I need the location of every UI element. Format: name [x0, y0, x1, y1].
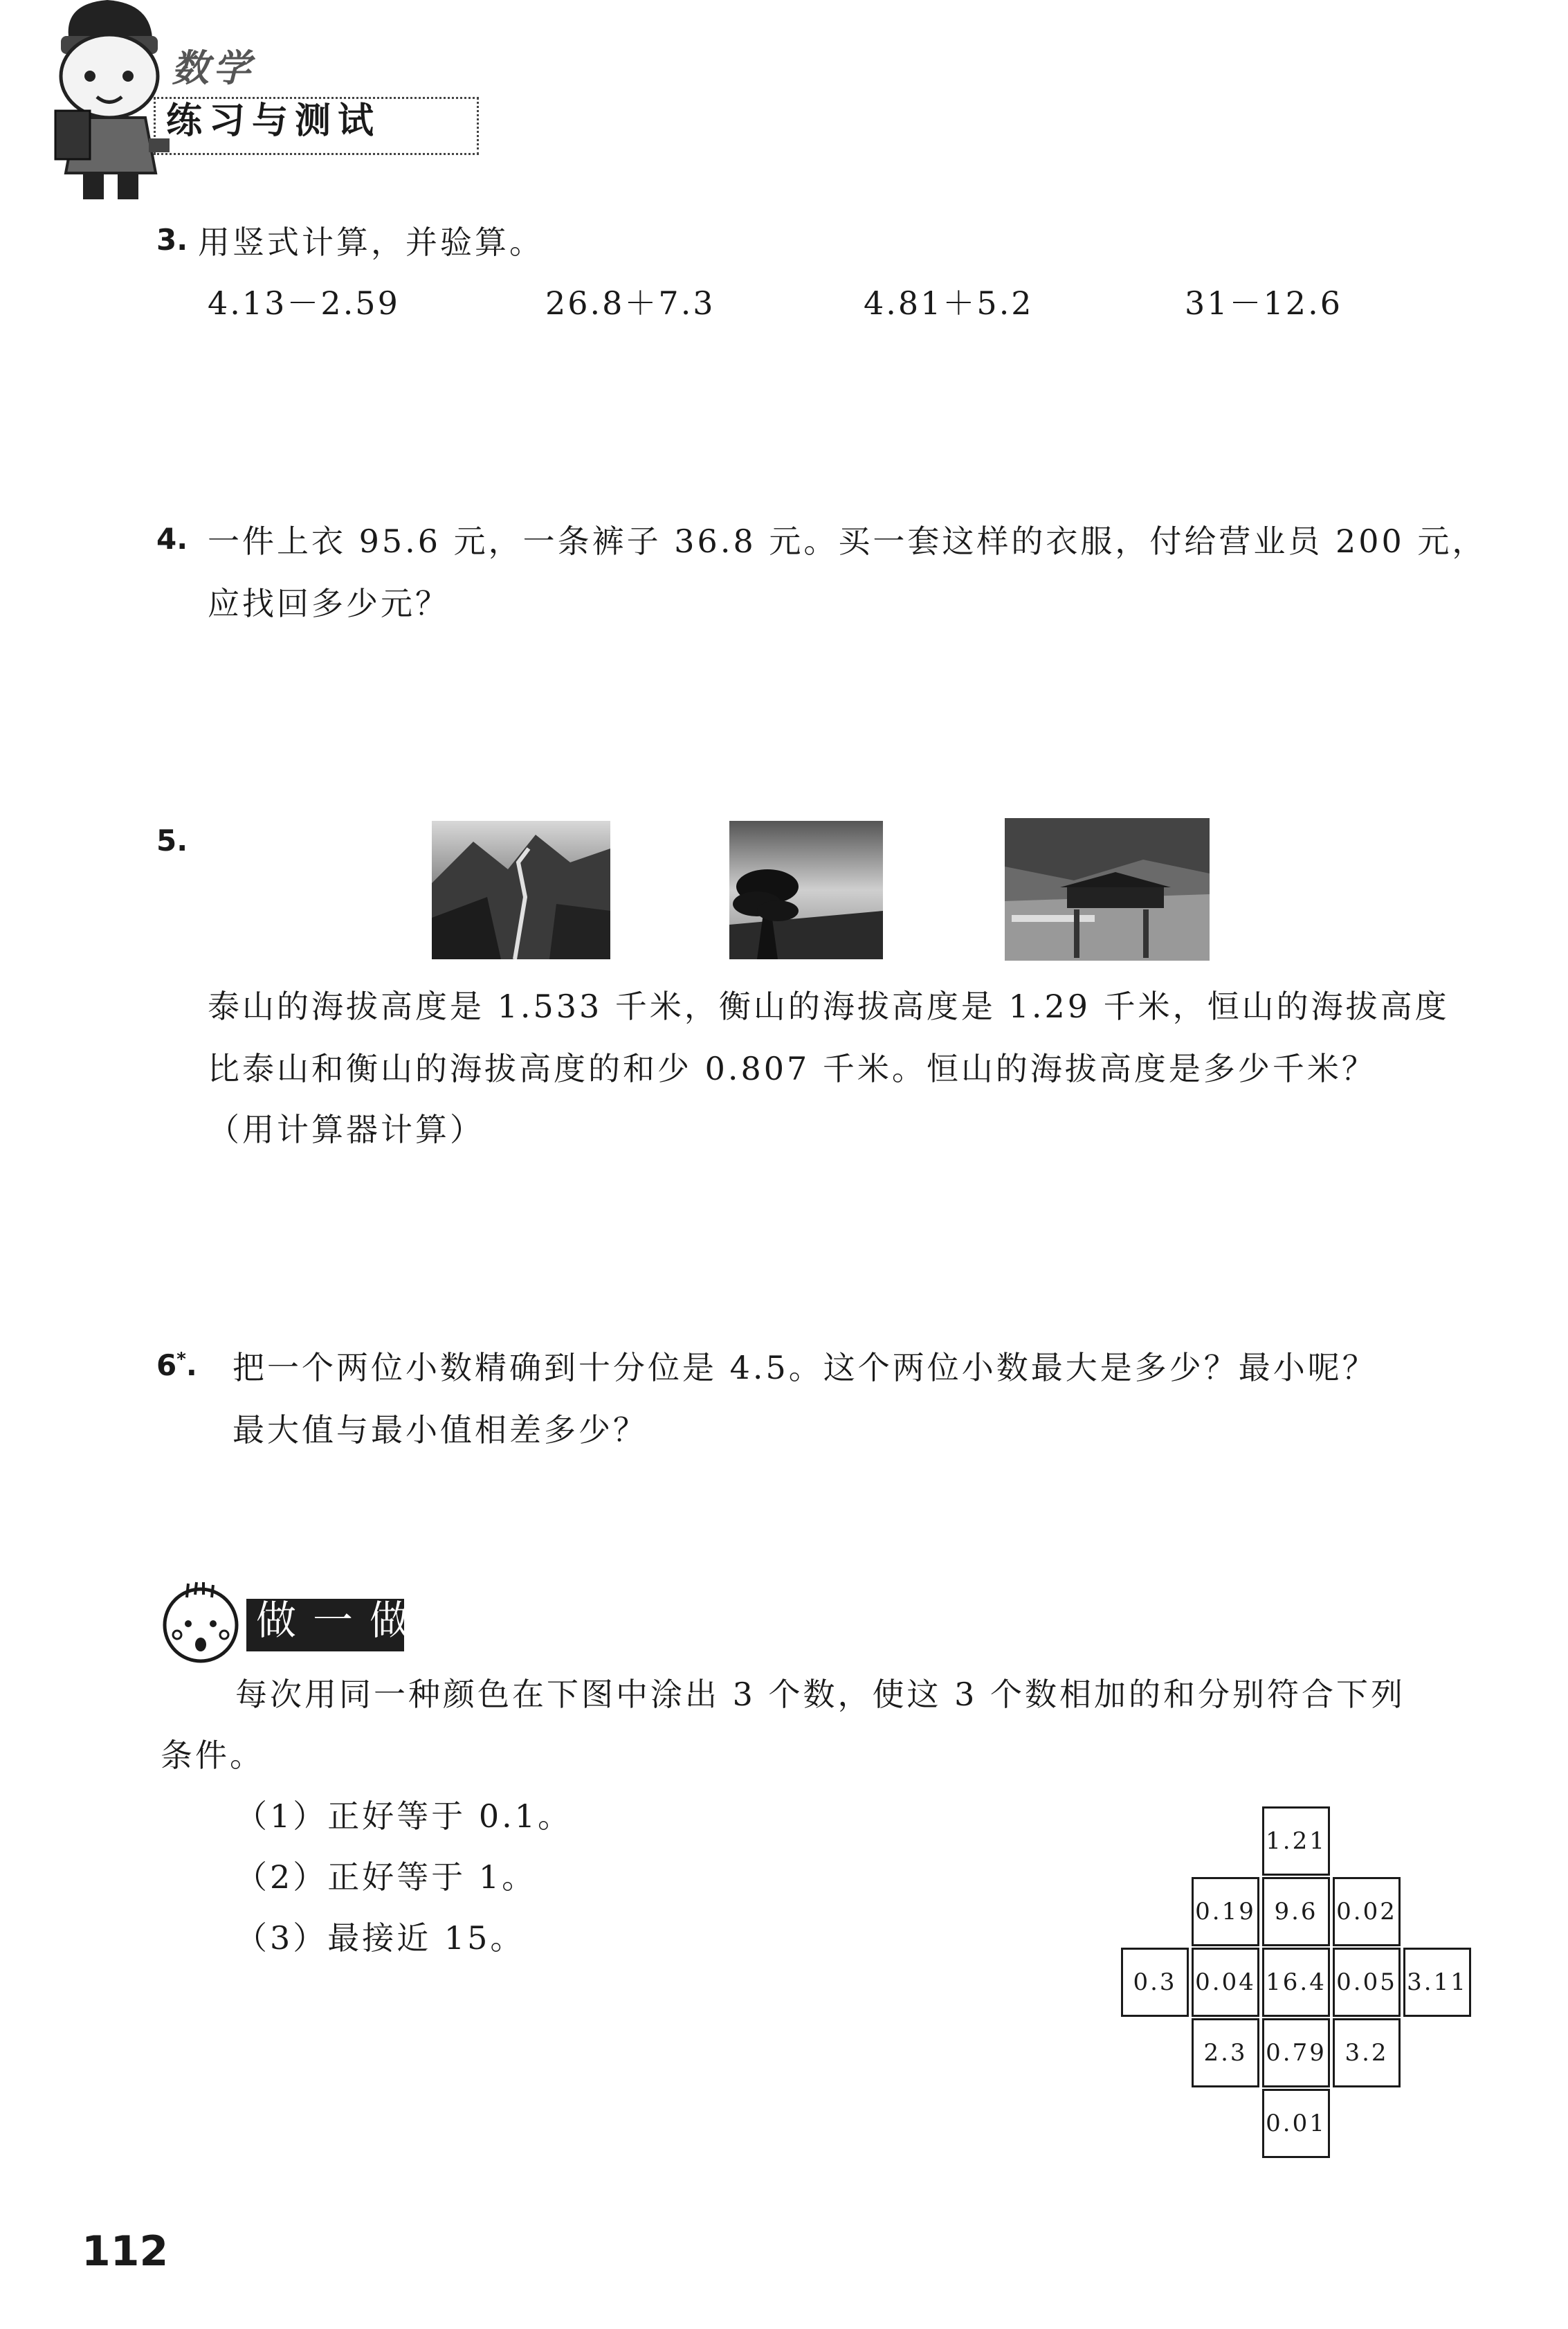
grid-cell[interactable]: 3.11 [1403, 1948, 1471, 2017]
question-5-line-3: （用计算器计算） [208, 1111, 484, 1148]
grid-cell[interactable]: 9.6 [1262, 1877, 1330, 1946]
activity-intro-line-2: 条件。 [161, 1737, 264, 1774]
expression-3: 4.81＋5.2 [864, 284, 1034, 322]
mount-tai-photo [432, 821, 610, 959]
grid-cell[interactable]: 0.02 [1333, 1877, 1401, 1946]
question-5-number: 5. [156, 824, 188, 858]
condition-3: （3）最接近 15。 [235, 1919, 525, 1957]
expression-2: 26.8＋7.3 [545, 284, 715, 322]
grid-cell[interactable]: 16.4 [1262, 1948, 1330, 2017]
condition-2: （2）正好等于 1。 [235, 1858, 537, 1896]
book-title: 练习与测试 [166, 100, 381, 142]
question-3-text: 用竖式计算，并验算。 [198, 224, 544, 261]
subject-title: 数学 [172, 46, 255, 90]
question-6-number: 6*. [156, 1348, 197, 1382]
expression-4: 31－12.6 [1185, 284, 1342, 322]
number-grid [1121, 1806, 1481, 2166]
condition-1: （1）正好等于 0.1。 [235, 1797, 573, 1835]
grid-cell[interactable]: 0.19 [1192, 1877, 1259, 1946]
activity-intro-line-1: 每次用同一种颜色在下图中涂出 3 个数，使这 3 个数相加的和分别符合下列 [235, 1676, 1406, 1713]
grid-cell[interactable]: 2.3 [1192, 2018, 1259, 2087]
star-mark: * [176, 1349, 186, 1370]
grid-cell[interactable]: 0.3 [1121, 1948, 1189, 2017]
activity-heading: 做一做 [256, 1597, 427, 1644]
question-4-number: 4. [156, 522, 188, 556]
grid-cell[interactable]: 0.01 [1262, 2089, 1330, 2158]
question-5-line-1: 泰山的海拔高度是 1.533 千米，衡山的海拔高度是 1.29 千米，恒山的海拔高度 [208, 988, 1450, 1025]
question-4-line-2: 应找回多少元？ [208, 585, 450, 622]
thinking-face-icon [158, 1581, 244, 1667]
grid-cell[interactable]: 0.04 [1192, 1948, 1259, 2017]
question-5-line-2: 比泰山和衡山的海拔高度的和少 0.807 千米。恒山的海拔高度是多少千米？ [208, 1050, 1376, 1087]
expression-1: 4.13－2.59 [208, 284, 400, 322]
question-3-number: 3. [156, 223, 188, 257]
page-number: 112 [82, 2227, 169, 2276]
question-4-line-1: 一件上衣 95.6 元，一条裤子 36.8 元。买一套这样的衣服，付给营业员 200 元， [208, 523, 1487, 560]
question-6-line-1: 把一个两位小数精确到十分位是 4.5。这个两位小数最大是多少？最小呢？ [233, 1349, 1377, 1386]
grid-cell[interactable]: 1.21 [1262, 1806, 1330, 1876]
grid-cell[interactable]: 0.79 [1262, 2018, 1330, 2087]
grid-cell[interactable]: 0.05 [1333, 1948, 1401, 2017]
question-6-line-2: 最大值与最小值相差多少？ [233, 1411, 648, 1449]
mount-heng-shanxi-photo [1005, 818, 1210, 961]
mount-heng-hunan-photo [729, 821, 883, 959]
grid-cell[interactable]: 3.2 [1333, 2018, 1401, 2087]
